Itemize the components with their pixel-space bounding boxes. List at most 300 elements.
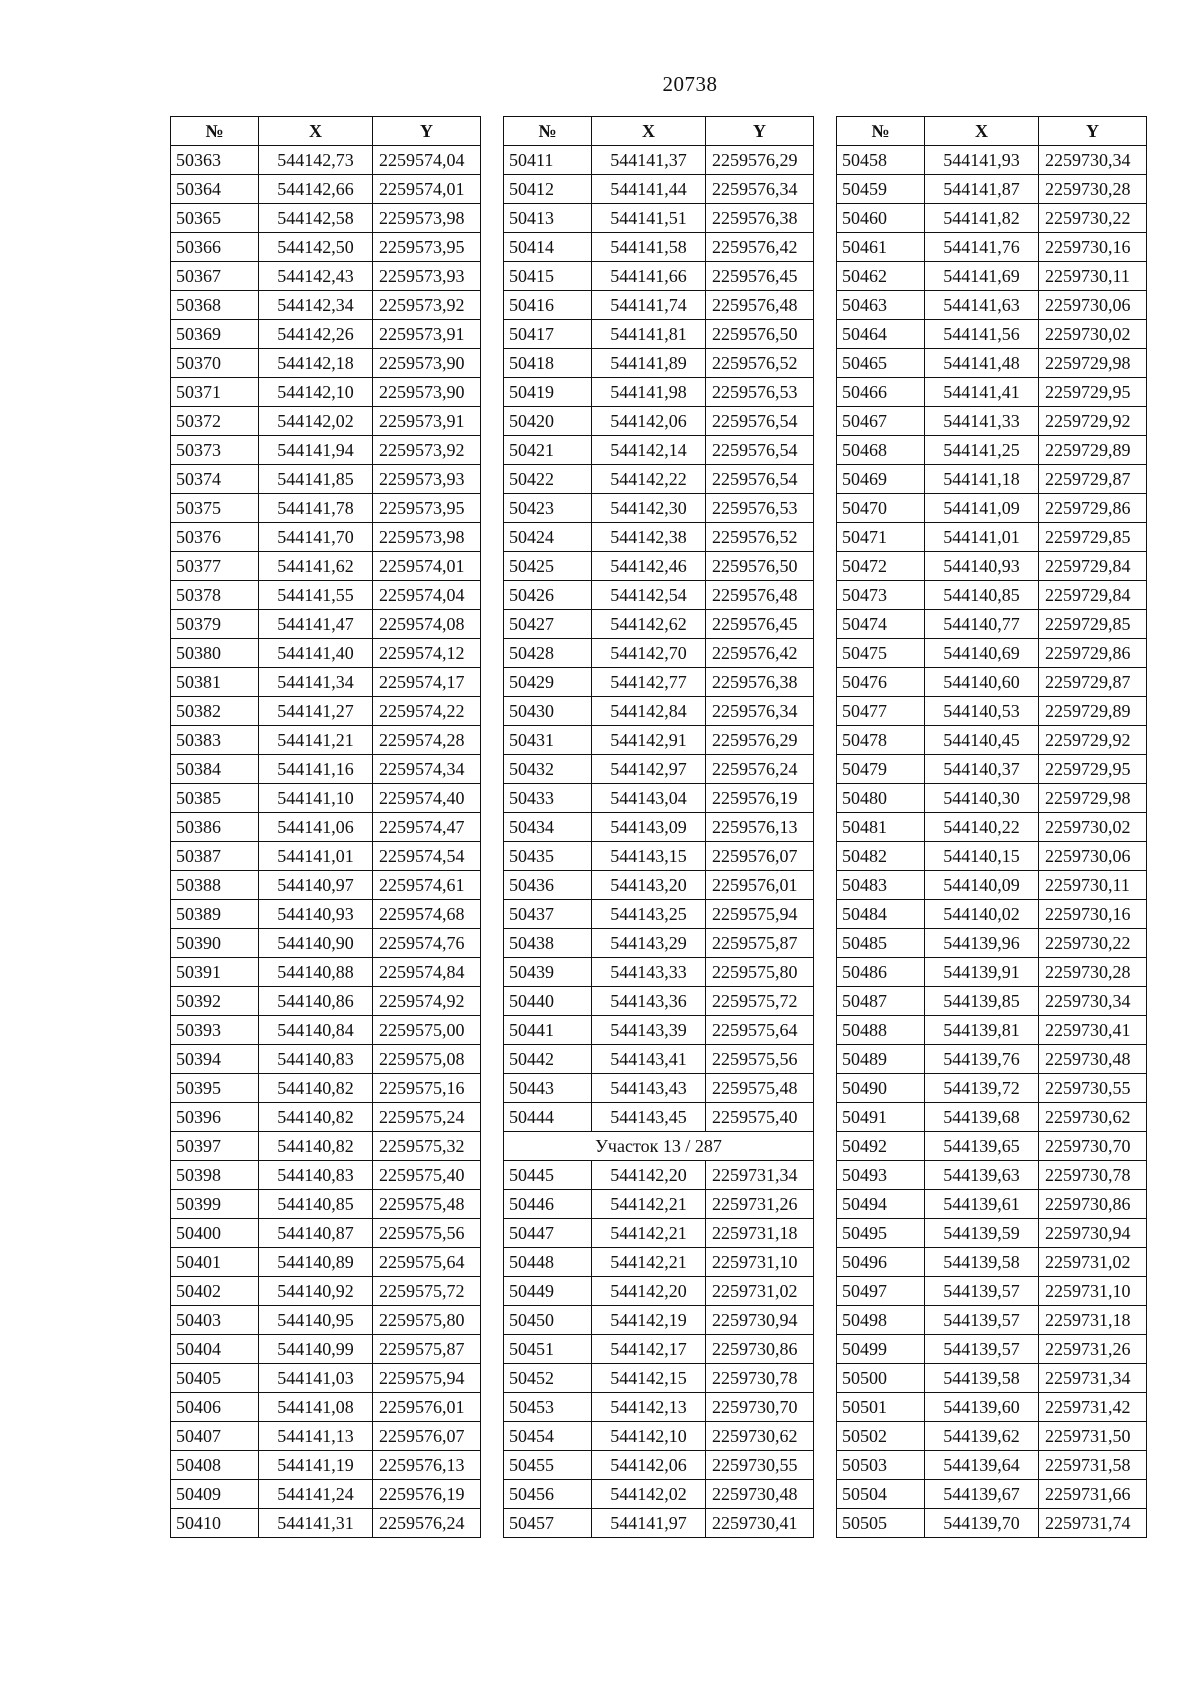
- y-coordinate-cell: 2259576,38: [706, 204, 814, 233]
- point-number-cell: 50500: [837, 1364, 925, 1393]
- x-coordinate-cell: 544142,58: [259, 204, 373, 233]
- point-number-cell: 50457: [504, 1509, 592, 1538]
- y-coordinate-cell: 2259573,91: [373, 320, 481, 349]
- table-row: [837, 929, 1147, 958]
- point-number-cell: 50458: [837, 146, 925, 175]
- x-coordinate-cell: 544141,19: [259, 1451, 373, 1480]
- table-row: [837, 320, 1147, 349]
- point-number-cell: 50451: [504, 1335, 592, 1364]
- table-row: [837, 349, 1147, 378]
- x-coordinate-cell: 544143,15: [592, 842, 706, 871]
- x-coordinate-cell: 544142,19: [592, 1306, 706, 1335]
- point-number-cell: 50379: [171, 610, 259, 639]
- x-coordinate-cell: 544142,30: [592, 494, 706, 523]
- table-row: [171, 320, 481, 349]
- x-coordinate-cell: 544142,21: [592, 1190, 706, 1219]
- y-coordinate-cell: 2259576,24: [373, 1509, 481, 1538]
- table-row: [504, 407, 814, 436]
- point-number-cell: 50370: [171, 349, 259, 378]
- x-coordinate-cell: 544142,22: [592, 465, 706, 494]
- page-number: 20738: [662, 72, 718, 96]
- point-number-cell: 50423: [504, 494, 592, 523]
- table-row: [837, 987, 1147, 1016]
- point-number-cell: 50495: [837, 1219, 925, 1248]
- table-row: [837, 552, 1147, 581]
- x-coordinate-cell: 544140,87: [259, 1219, 373, 1248]
- x-coordinate-cell: 544141,93: [925, 146, 1039, 175]
- x-coordinate-cell: 544142,84: [592, 697, 706, 726]
- x-coordinate-cell: 544139,61: [925, 1190, 1039, 1219]
- table-row: [171, 1103, 481, 1132]
- y-coordinate-cell: 2259573,90: [373, 349, 481, 378]
- point-number-cell: 50432: [504, 755, 592, 784]
- point-number-cell: 50412: [504, 175, 592, 204]
- x-coordinate-cell: 544140,45: [925, 726, 1039, 755]
- point-number-cell: 50398: [171, 1161, 259, 1190]
- point-number-cell: 50380: [171, 639, 259, 668]
- x-coordinate-cell: 544142,97: [592, 755, 706, 784]
- point-number-cell: 50407: [171, 1422, 259, 1451]
- x-coordinate-cell: 544142,02: [592, 1480, 706, 1509]
- y-coordinate-cell: 2259730,94: [1039, 1219, 1147, 1248]
- y-coordinate-cell: 2259730,78: [1039, 1161, 1147, 1190]
- point-number-cell: 50410: [171, 1509, 259, 1538]
- table-row: [504, 726, 814, 755]
- x-coordinate-cell: 544141,70: [259, 523, 373, 552]
- table-row: [171, 407, 481, 436]
- table-row: [171, 262, 481, 291]
- y-coordinate-cell: 2259575,08: [373, 1045, 481, 1074]
- table-row: [837, 523, 1147, 552]
- y-coordinate-cell: 2259729,95: [1039, 378, 1147, 407]
- y-coordinate-cell: 2259574,12: [373, 639, 481, 668]
- table-row: [504, 987, 814, 1016]
- coordinate-table-1: [170, 116, 481, 1538]
- y-coordinate-cell: 2259575,87: [373, 1335, 481, 1364]
- x-coordinate-cell: 544139,91: [925, 958, 1039, 987]
- table-row: [171, 1161, 481, 1190]
- x-coordinate-cell: 544143,36: [592, 987, 706, 1016]
- y-coordinate-cell: 2259576,29: [706, 726, 814, 755]
- x-coordinate-cell: 544142,46: [592, 552, 706, 581]
- point-number-cell: 50418: [504, 349, 592, 378]
- point-number-cell: 50470: [837, 494, 925, 523]
- point-number-cell: 50397: [171, 1132, 259, 1161]
- x-coordinate-cell: 544140,85: [925, 581, 1039, 610]
- point-number-cell: 50471: [837, 523, 925, 552]
- point-number-cell: 50390: [171, 929, 259, 958]
- y-coordinate-cell: 2259730,86: [1039, 1190, 1147, 1219]
- y-coordinate-cell: 2259730,16: [1039, 233, 1147, 262]
- column-header-x: X: [925, 117, 1039, 146]
- y-coordinate-cell: 2259576,50: [706, 320, 814, 349]
- x-coordinate-cell: 544140,83: [259, 1161, 373, 1190]
- point-number-cell: 50494: [837, 1190, 925, 1219]
- header-row: [504, 117, 814, 146]
- point-number-cell: 50381: [171, 668, 259, 697]
- y-coordinate-cell: 2259730,11: [1039, 262, 1147, 291]
- point-number-cell: 50452: [504, 1364, 592, 1393]
- table-row: [837, 1219, 1147, 1248]
- point-number-cell: 50437: [504, 900, 592, 929]
- y-coordinate-cell: 2259574,54: [373, 842, 481, 871]
- table-row: [837, 1451, 1147, 1480]
- x-coordinate-cell: 544140,86: [259, 987, 373, 1016]
- y-coordinate-cell: 2259574,40: [373, 784, 481, 813]
- point-number-cell: 50408: [171, 1451, 259, 1480]
- y-coordinate-cell: 2259730,41: [706, 1509, 814, 1538]
- y-coordinate-cell: 2259576,19: [706, 784, 814, 813]
- table-row: [504, 1016, 814, 1045]
- table-row: [171, 494, 481, 523]
- x-coordinate-cell: 544141,31: [259, 1509, 373, 1538]
- table-row: [504, 1248, 814, 1277]
- point-number-cell: 50411: [504, 146, 592, 175]
- x-coordinate-cell: 544141,10: [259, 784, 373, 813]
- table-row: [504, 552, 814, 581]
- point-number-cell: 50405: [171, 1364, 259, 1393]
- x-coordinate-cell: 544139,65: [925, 1132, 1039, 1161]
- point-number-cell: 50424: [504, 523, 592, 552]
- point-number-cell: 50369: [171, 320, 259, 349]
- y-coordinate-cell: 2259731,34: [706, 1161, 814, 1190]
- y-coordinate-cell: 2259576,52: [706, 523, 814, 552]
- x-coordinate-cell: 544141,25: [925, 436, 1039, 465]
- point-number-cell: 50427: [504, 610, 592, 639]
- point-number-cell: 50435: [504, 842, 592, 871]
- y-coordinate-cell: 2259730,41: [1039, 1016, 1147, 1045]
- x-coordinate-cell: 544141,62: [259, 552, 373, 581]
- x-coordinate-cell: 544139,81: [925, 1016, 1039, 1045]
- point-number-cell: 50475: [837, 639, 925, 668]
- point-number-cell: 50489: [837, 1045, 925, 1074]
- point-number-cell: 50446: [504, 1190, 592, 1219]
- header-row: [171, 117, 481, 146]
- table-row: [837, 1103, 1147, 1132]
- y-coordinate-cell: 2259729,95: [1039, 755, 1147, 784]
- table-row: [171, 1364, 481, 1393]
- point-number-cell: 50383: [171, 726, 259, 755]
- table-row: [504, 523, 814, 552]
- table-row: [504, 494, 814, 523]
- x-coordinate-cell: 544141,27: [259, 697, 373, 726]
- table-row: [504, 1190, 814, 1219]
- table-row: [171, 1248, 481, 1277]
- x-coordinate-cell: 544139,58: [925, 1248, 1039, 1277]
- x-coordinate-cell: 544142,34: [259, 291, 373, 320]
- table-row: [837, 581, 1147, 610]
- table-row: [837, 1306, 1147, 1335]
- point-number-cell: 50440: [504, 987, 592, 1016]
- point-number-cell: 50371: [171, 378, 259, 407]
- point-number-cell: 50439: [504, 958, 592, 987]
- x-coordinate-cell: 544143,45: [592, 1103, 706, 1132]
- x-coordinate-cell: 544141,78: [259, 494, 373, 523]
- x-coordinate-cell: 544141,82: [925, 204, 1039, 233]
- y-coordinate-cell: 2259729,92: [1039, 407, 1147, 436]
- y-coordinate-cell: 2259730,34: [1039, 146, 1147, 175]
- x-coordinate-cell: 544141,56: [925, 320, 1039, 349]
- y-coordinate-cell: 2259731,10: [1039, 1277, 1147, 1306]
- y-coordinate-cell: 2259575,16: [373, 1074, 481, 1103]
- point-number-cell: 50391: [171, 958, 259, 987]
- table-row: [171, 610, 481, 639]
- y-coordinate-cell: 2259575,80: [706, 958, 814, 987]
- table-row: [171, 1335, 481, 1364]
- table-row: [837, 291, 1147, 320]
- point-number-cell: 50444: [504, 1103, 592, 1132]
- y-coordinate-cell: 2259730,34: [1039, 987, 1147, 1016]
- point-number-cell: 50377: [171, 552, 259, 581]
- point-number-cell: 50478: [837, 726, 925, 755]
- point-number-cell: 50445: [504, 1161, 592, 1190]
- table-row: [171, 784, 481, 813]
- y-coordinate-cell: 2259573,95: [373, 494, 481, 523]
- table-row: [504, 697, 814, 726]
- x-coordinate-cell: 544143,20: [592, 871, 706, 900]
- table-row: [171, 1422, 481, 1451]
- y-coordinate-cell: 2259573,90: [373, 378, 481, 407]
- table-row: [504, 1103, 814, 1132]
- y-coordinate-cell: 2259576,07: [373, 1422, 481, 1451]
- y-coordinate-cell: 2259576,01: [373, 1393, 481, 1422]
- table-row: [171, 1132, 481, 1161]
- x-coordinate-cell: 544143,33: [592, 958, 706, 987]
- point-number-cell: 50378: [171, 581, 259, 610]
- point-number-cell: 50363: [171, 146, 259, 175]
- y-coordinate-cell: 2259573,95: [373, 233, 481, 262]
- point-number-cell: 50482: [837, 842, 925, 871]
- table-row: [504, 1277, 814, 1306]
- x-coordinate-cell: 544141,69: [925, 262, 1039, 291]
- table-row: [837, 146, 1147, 175]
- table-row: [504, 1393, 814, 1422]
- table-row: [171, 291, 481, 320]
- y-coordinate-cell: 2259730,06: [1039, 842, 1147, 871]
- table-row: [837, 1480, 1147, 1509]
- x-coordinate-cell: 544141,58: [592, 233, 706, 262]
- table-row: [171, 349, 481, 378]
- table-row: [837, 1074, 1147, 1103]
- y-coordinate-cell: 2259731,42: [1039, 1393, 1147, 1422]
- point-number-cell: 50463: [837, 291, 925, 320]
- point-number-cell: 50459: [837, 175, 925, 204]
- table-row: [837, 958, 1147, 987]
- x-coordinate-cell: 544141,37: [592, 146, 706, 175]
- y-coordinate-cell: 2259730,22: [1039, 204, 1147, 233]
- x-coordinate-cell: 544140,95: [259, 1306, 373, 1335]
- y-coordinate-cell: 2259729,87: [1039, 668, 1147, 697]
- x-coordinate-cell: 544139,64: [925, 1451, 1039, 1480]
- x-coordinate-cell: 544143,09: [592, 813, 706, 842]
- point-number-cell: 50368: [171, 291, 259, 320]
- y-coordinate-cell: 2259573,98: [373, 523, 481, 552]
- table-row: [171, 1509, 481, 1538]
- x-coordinate-cell: 544140,93: [925, 552, 1039, 581]
- table-row: [171, 697, 481, 726]
- x-coordinate-cell: 544140,82: [259, 1103, 373, 1132]
- table-row: [504, 813, 814, 842]
- point-number-cell: 50365: [171, 204, 259, 233]
- table-row: [837, 1248, 1147, 1277]
- y-coordinate-cell: 2259730,70: [706, 1393, 814, 1422]
- y-coordinate-cell: 2259576,45: [706, 262, 814, 291]
- y-coordinate-cell: 2259573,93: [373, 465, 481, 494]
- y-coordinate-cell: 2259575,94: [373, 1364, 481, 1393]
- column-header-y: Y: [373, 117, 481, 146]
- y-coordinate-cell: 2259574,17: [373, 668, 481, 697]
- x-coordinate-cell: 544140,93: [259, 900, 373, 929]
- table-row: [171, 204, 481, 233]
- y-coordinate-cell: 2259575,40: [373, 1161, 481, 1190]
- x-coordinate-cell: 544139,57: [925, 1335, 1039, 1364]
- point-number-cell: 50454: [504, 1422, 592, 1451]
- x-coordinate-cell: 544139,57: [925, 1306, 1039, 1335]
- point-number-cell: 50375: [171, 494, 259, 523]
- point-number-cell: 50372: [171, 407, 259, 436]
- point-number-cell: 50464: [837, 320, 925, 349]
- point-number-cell: 50502: [837, 1422, 925, 1451]
- x-coordinate-cell: 544141,76: [925, 233, 1039, 262]
- y-coordinate-cell: 2259575,80: [373, 1306, 481, 1335]
- x-coordinate-cell: 544141,85: [259, 465, 373, 494]
- x-coordinate-cell: 544141,24: [259, 1480, 373, 1509]
- y-coordinate-cell: 2259730,86: [706, 1335, 814, 1364]
- y-coordinate-cell: 2259731,02: [706, 1277, 814, 1306]
- point-number-cell: 50393: [171, 1016, 259, 1045]
- column-header-x: X: [592, 117, 706, 146]
- x-coordinate-cell: 544141,01: [259, 842, 373, 871]
- x-coordinate-cell: 544141,13: [259, 1422, 373, 1451]
- y-coordinate-cell: 2259730,28: [1039, 175, 1147, 204]
- point-number-cell: 50416: [504, 291, 592, 320]
- y-coordinate-cell: 2259574,61: [373, 871, 481, 900]
- point-number-cell: 50490: [837, 1074, 925, 1103]
- y-coordinate-cell: 2259575,64: [706, 1016, 814, 1045]
- point-number-cell: 50426: [504, 581, 592, 610]
- point-number-cell: 50399: [171, 1190, 259, 1219]
- point-number-cell: 50406: [171, 1393, 259, 1422]
- point-number-cell: 50401: [171, 1248, 259, 1277]
- x-coordinate-cell: 544142,38: [592, 523, 706, 552]
- y-coordinate-cell: 2259731,58: [1039, 1451, 1147, 1480]
- y-coordinate-cell: 2259731,74: [1039, 1509, 1147, 1538]
- x-coordinate-cell: 544141,74: [592, 291, 706, 320]
- point-number-cell: 50414: [504, 233, 592, 262]
- table-row: [171, 1190, 481, 1219]
- table-row: [504, 233, 814, 262]
- table-row: [171, 1219, 481, 1248]
- y-coordinate-cell: 2259576,34: [706, 697, 814, 726]
- table-row: [837, 1277, 1147, 1306]
- point-number-cell: 50376: [171, 523, 259, 552]
- coordinate-table-3: [836, 116, 1147, 1538]
- point-number-cell: 50465: [837, 349, 925, 378]
- point-number-cell: 50387: [171, 842, 259, 871]
- y-coordinate-cell: 2259575,56: [373, 1219, 481, 1248]
- x-coordinate-cell: 544141,89: [592, 349, 706, 378]
- x-coordinate-cell: 544143,43: [592, 1074, 706, 1103]
- y-coordinate-cell: 2259574,01: [373, 552, 481, 581]
- x-coordinate-cell: 544140,92: [259, 1277, 373, 1306]
- y-coordinate-cell: 2259729,85: [1039, 523, 1147, 552]
- point-number-cell: 50374: [171, 465, 259, 494]
- x-coordinate-cell: 544142,17: [592, 1335, 706, 1364]
- point-number-cell: 50364: [171, 175, 259, 204]
- table-row: [504, 1045, 814, 1074]
- table-row: [171, 1451, 481, 1480]
- x-coordinate-cell: 544139,59: [925, 1219, 1039, 1248]
- table-row: [171, 378, 481, 407]
- y-coordinate-cell: 2259730,62: [1039, 1103, 1147, 1132]
- coordinate-table-2: [503, 116, 814, 1538]
- x-coordinate-cell: 544140,88: [259, 958, 373, 987]
- x-coordinate-cell: 544142,21: [592, 1248, 706, 1277]
- table-row: [171, 1393, 481, 1422]
- y-coordinate-cell: 2259576,13: [706, 813, 814, 842]
- table-row: [504, 958, 814, 987]
- x-coordinate-cell: 544140,22: [925, 813, 1039, 842]
- x-coordinate-cell: 544140,60: [925, 668, 1039, 697]
- table-row: [504, 436, 814, 465]
- y-coordinate-cell: 2259576,48: [706, 291, 814, 320]
- x-coordinate-cell: 544142,50: [259, 233, 373, 262]
- x-coordinate-cell: 544141,81: [592, 320, 706, 349]
- x-coordinate-cell: 544139,85: [925, 987, 1039, 1016]
- y-coordinate-cell: 2259730,16: [1039, 900, 1147, 929]
- x-coordinate-cell: 544139,67: [925, 1480, 1039, 1509]
- x-coordinate-cell: 544140,84: [259, 1016, 373, 1045]
- table-row: [504, 668, 814, 697]
- table-row: [171, 1480, 481, 1509]
- x-coordinate-cell: 544141,94: [259, 436, 373, 465]
- table-row: [837, 436, 1147, 465]
- table-row: [837, 1190, 1147, 1219]
- table-row: [171, 1045, 481, 1074]
- table-row: [837, 233, 1147, 262]
- y-coordinate-cell: 2259729,84: [1039, 581, 1147, 610]
- x-coordinate-cell: 544142,15: [592, 1364, 706, 1393]
- table-row: [504, 610, 814, 639]
- y-coordinate-cell: 2259576,42: [706, 639, 814, 668]
- point-number-cell: 50431: [504, 726, 592, 755]
- x-coordinate-cell: 544141,18: [925, 465, 1039, 494]
- x-coordinate-cell: 544139,60: [925, 1393, 1039, 1422]
- x-coordinate-cell: 544141,08: [259, 1393, 373, 1422]
- table-row: [504, 900, 814, 929]
- point-number-cell: 50389: [171, 900, 259, 929]
- y-coordinate-cell: 2259729,87: [1039, 465, 1147, 494]
- table-row: [837, 1364, 1147, 1393]
- table-row: [504, 1074, 814, 1103]
- point-number-cell: 50438: [504, 929, 592, 958]
- y-coordinate-cell: 2259730,55: [1039, 1074, 1147, 1103]
- x-coordinate-cell: 544141,06: [259, 813, 373, 842]
- y-coordinate-cell: 2259731,50: [1039, 1422, 1147, 1451]
- point-number-cell: 50503: [837, 1451, 925, 1480]
- table-row: [837, 494, 1147, 523]
- y-coordinate-cell: 2259576,45: [706, 610, 814, 639]
- point-number-cell: 50455: [504, 1451, 592, 1480]
- column-header-x: X: [259, 117, 373, 146]
- point-number-cell: 50400: [171, 1219, 259, 1248]
- table-row: [504, 784, 814, 813]
- x-coordinate-cell: 544141,47: [259, 610, 373, 639]
- table-row: [171, 146, 481, 175]
- table-row: [171, 1277, 481, 1306]
- y-coordinate-cell: 2259730,78: [706, 1364, 814, 1393]
- y-coordinate-cell: 2259573,93: [373, 262, 481, 291]
